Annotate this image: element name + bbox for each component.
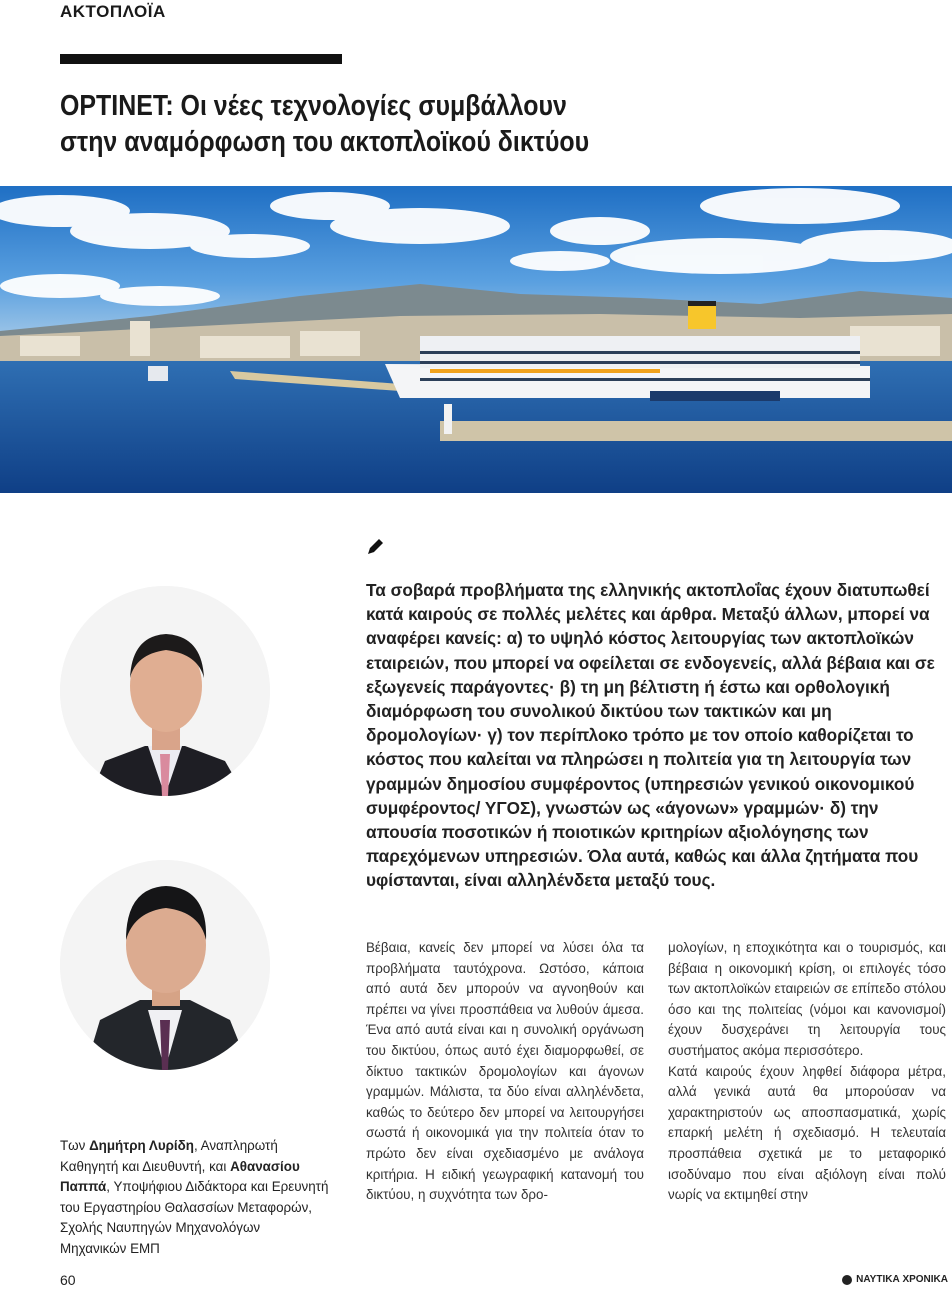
pen-icon	[366, 536, 386, 556]
byline-prefix: Των	[60, 1138, 90, 1153]
body-column-2	[668, 938, 946, 1206]
author-byline	[60, 1136, 330, 1260]
body-paragraph: Βέβαια, κανείς δεν μπορεί να λύσει όλα τα προβλήματα ταυτόχρονα. Ωστόσο, κάποια από αυτά δεν μπορούν να αγνοηθούν και πρέπει να γίνει προσπάθεια να λυθούν άμεσα. Ένα από αυτά είναι και η συνολική οργάνωση του δικτύου, όπως αυτό έχει διαμορφωθεί, σε δίκτυο τακτικών δρομολογίων και άγονων γραμμών. Μάλιστα, τα δύο είναι αλληλένδετα, καθώς το δεύτερο δεν μπορεί να λειτουργήσει σωστά ή οικονομικά για την πολιτεία όταν το πρώτο δεν είναι σχεδιασμένο με ανάλογα κριτήρια. Η ειδική γεωγραφική κατανομή του δικτύου, η συχνότητα των δρο-	[366, 940, 644, 1203]
title-line-2: στην αναμόρφωση του ακτοπλοϊκού δικτύου	[60, 126, 590, 158]
author-role-1: , Αναπληρωτή Καθηγητή και Διευθυντή, και	[60, 1138, 278, 1174]
publication-brand	[842, 1274, 948, 1285]
title-line-1: OPTINET: Οι νέες τεχνολογίες συμβάλλουν	[60, 90, 567, 122]
body-paragraph: μολογίων, η εποχικότητα και ο τουρισμός, και βέβαια η οικονομική κρίση, οι επιλογές τόσο των ακτοπλοϊκών εταιρειών σε επίπεδο στόλου όσο και της πολιτείας (νόμοι και κανονισμοί) έχουν δυσχεράνει τη λειτουργία τους συστήματος ακόμα περισσότερο.	[668, 940, 946, 1058]
article-title	[60, 88, 662, 160]
body-paragraph: Κατά καιρούς έχουν ληφθεί διάφορα μέτρα, αλλά γενικά αυτά θα μπορούσαν να χαρακτηριστούν ως αποσπασματικά, χωρίς επαρκή μελέτη ή σχεδιασμό. Η τελευταία προσπάθεια σχετικά με το μεταφορικό ισοδύναμο που είναι αξιόλογη είναι πολύ νωρίς να εκτιμηθεί στην	[668, 1063, 946, 1203]
brand-name: ΝΑΥΤΙΚΑ ΧΡΟΝΙΚΑ	[856, 1274, 948, 1285]
author-portrait-1	[60, 586, 270, 796]
author-portrait-2	[60, 860, 270, 1070]
author-name-2: Αθανασίου Παππά	[60, 1158, 300, 1195]
lead-text: Τα σοβαρά προβλήματα της ελληνικής ακτοπλοΐας έχουν διατυπωθεί κατά καιρούς σε πολλές μελέτες και άρθρα. Μεταξύ άλλων, μπορεί να αναφέρει κανείς: α) το υψηλό κόστος λειτουργίας των ακτοπλοϊκών εταιρειών, που μπορεί να οφείλεται σε ενδογενείς, αλλά βέβαια και σε εξωγενείς παράγοντες· β) τη μη βέλτιστη ή έστω και ορθολογική διαμόρφωση του συνολικού δικτύου των τακτικών και μη δρομολογίων· γ) τον περίπλοκο τρόπο με τον οποίο καθορίζεται το κόστος που καλείται να πληρώσει η πολιτεία για τη λειτουργία των γραμμών δημοσίου συμφέροντος (υπηρεσιών γενικού οικονομικού συμφέροντος/ ΥΓΟΣ), γνωστών ως «άγονων» γραμμών· δ) την απουσία ποσοτικών ή ποιοτικών κριτηρίων αξιολόγησης των παρεχόμενων υπηρεσιών. Όλα αυτά, καθώς και άλλα ζητήματα που υφίστανται, είναι αλληλένδετα μεταξύ τους.	[366, 580, 935, 891]
lead-paragraph	[366, 578, 938, 893]
body-column-1	[366, 938, 644, 1206]
section-label: ΑΚΤΟΠΛΟΪΑ	[60, 2, 166, 21]
hero-photo-port	[0, 186, 952, 493]
author-name-1: Δημήτρη Λυρίδη	[89, 1138, 194, 1153]
page-number: 60	[60, 1272, 76, 1288]
author-role-2: , Υποψήφιου Διδάκτορα και Ερευνητή του Εργαστηρίου Θαλασσίων Μεταφορών, Σχολής Ναυπηγών Μηχανολόγων Μηχανικών ΕΜΠ	[60, 1179, 329, 1256]
title-rule	[60, 54, 342, 64]
brand-logo-icon	[842, 1275, 852, 1285]
